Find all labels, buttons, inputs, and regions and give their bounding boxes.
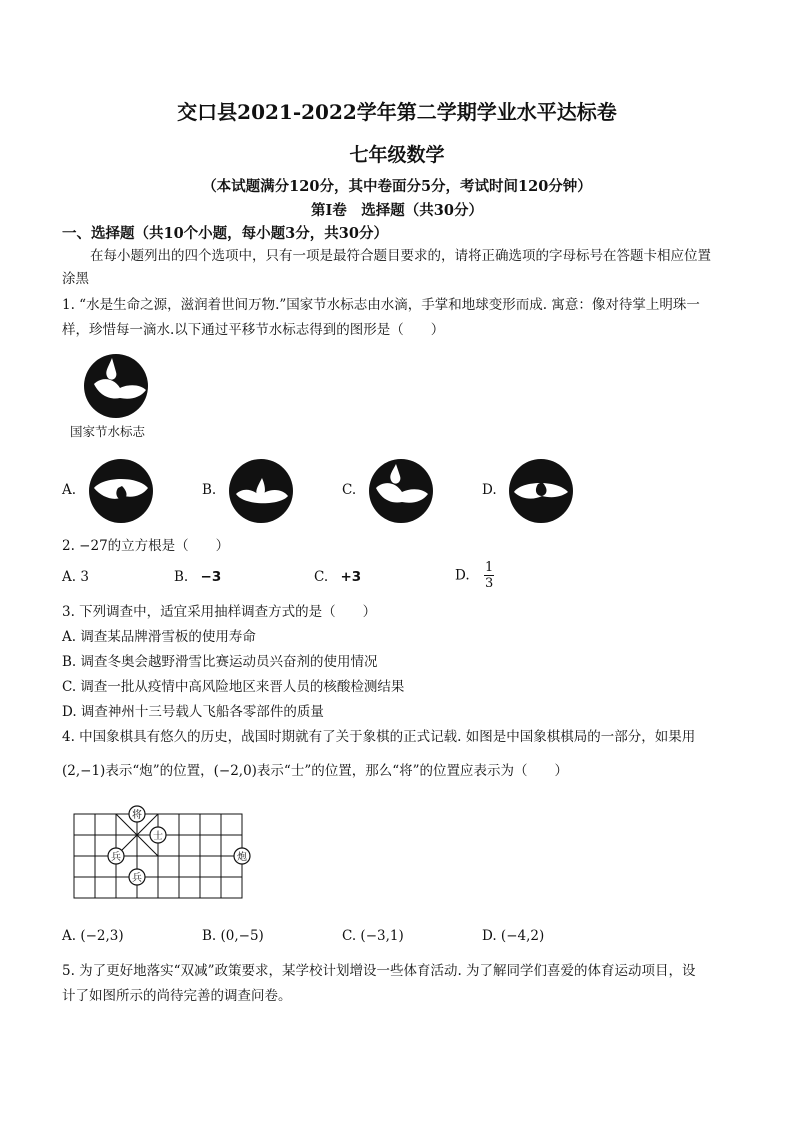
exam-subject: 七年级数学 bbox=[349, 144, 445, 166]
piece-shi-label: 士 bbox=[153, 831, 163, 842]
q4-line-1: 4. 中国象棋具有悠久的历史，战国时期就有了关于象棋的正式记载. 如图是中国象棋棋局的一部分，如果用 bbox=[62, 729, 696, 745]
q1-option-a-figure bbox=[88, 458, 154, 524]
water-saving-logo bbox=[80, 354, 160, 420]
q2-option-c-label: C. bbox=[314, 569, 329, 585]
q5-line-2: 计了如图所示的尚待完善的调查问卷。 bbox=[62, 988, 292, 1004]
q2-option-a: A. 3 bbox=[62, 569, 89, 585]
exam-title: 交口县2021-2022学年第二学期学业水平达标卷 bbox=[177, 100, 617, 124]
q2-option-d-fraction bbox=[484, 560, 494, 591]
q2-option-c-value: +3 bbox=[340, 569, 362, 585]
q1-line-2: 样，珍惜每一滴水.以下通过平移节水标志得到的图形是（ ） bbox=[62, 322, 445, 338]
q4-option-a: A. (−2,3) bbox=[62, 928, 124, 944]
q2-option-d bbox=[455, 560, 494, 591]
q1-option-d-figure bbox=[508, 458, 574, 524]
q2-option-b bbox=[174, 569, 221, 585]
piece-bing-left-label: 兵 bbox=[111, 852, 121, 863]
q3-option-d: D. 调查神州十三号载人飞船各零部件的质量 bbox=[62, 704, 324, 720]
section-heading: 一、选择题（共10个小题，每小题3分，共30分） bbox=[62, 225, 388, 242]
q4-line-2: (2,−1)表示“炮”的位置，(−2,0)表示“士”的位置，那么“将”的位置应表示为（ ） bbox=[62, 763, 569, 779]
q4-option-d: D. (−4,2) bbox=[482, 928, 545, 944]
q4-option-b: B. (0,−5) bbox=[202, 928, 264, 944]
piece-jiang-label: 将 bbox=[132, 810, 142, 821]
q1-option-c-figure bbox=[368, 458, 434, 524]
q2-option-b-value: −3 bbox=[200, 569, 222, 585]
logo-caption: 国家节水标志 bbox=[70, 424, 146, 439]
q3-option-c: C. 调查一批从疫情中高风险地区来晋人员的核酸检测结果 bbox=[62, 679, 405, 695]
q1-line-1: 1. “水是生命之源，滋润着世间万物.”国家节水标志由水滴，手掌和地球变形而成. 寓意：像对待掌上明珠一 bbox=[62, 297, 700, 313]
q5-line-1: 5. 为了更好地落实“双减”政策要求，某学校计划增设一些体育活动. 为了解同学们喜爱的体育运动项目，设 bbox=[62, 963, 696, 979]
q2-option-d-label: D. bbox=[455, 567, 470, 584]
q3-stem: 3. 下列调查中，适宜采用抽样调查方式的是（ ） bbox=[62, 604, 377, 620]
fraction-numerator: 1 bbox=[484, 560, 494, 575]
q1-option-a-label: A. bbox=[62, 482, 77, 498]
q3-option-b: B. 调查冬奥会越野滑雪比赛运动员兴奋剂的使用情况 bbox=[62, 654, 378, 670]
part-title: 第Ⅰ卷 选择题（共30分） bbox=[311, 202, 483, 219]
instruction-line-2: 涂黑 bbox=[62, 271, 89, 287]
q1-option-d-label: D. bbox=[482, 482, 497, 498]
q1-option-b-label: B. bbox=[202, 482, 217, 498]
piece-bing-bottom-label: 兵 bbox=[132, 873, 142, 884]
q4-option-c: C. (−3,1) bbox=[342, 928, 404, 944]
q1-option-c-label: C. bbox=[342, 482, 357, 498]
q1-option-b-figure bbox=[228, 458, 294, 524]
q2-stem: 2. −27的立方根是（ ） bbox=[62, 538, 230, 554]
piece-pao-label: 炮 bbox=[237, 852, 247, 863]
exam-note: （本试题满分120分，其中卷面分5分，考试时间120分钟） bbox=[202, 178, 592, 195]
chessboard-diagram bbox=[68, 800, 258, 904]
q2-option-c bbox=[314, 569, 361, 585]
fraction-denominator: 3 bbox=[484, 576, 494, 591]
q2-option-b-label: B. bbox=[174, 569, 189, 585]
instruction-line-1: 在每小题列出的四个选项中，只有一项是最符合题目要求的，请将正确选项的字母标号在答题卡相应位置 bbox=[90, 248, 711, 264]
q3-option-a: A. 调查某品牌滑雪板的使用寿命 bbox=[62, 629, 256, 645]
